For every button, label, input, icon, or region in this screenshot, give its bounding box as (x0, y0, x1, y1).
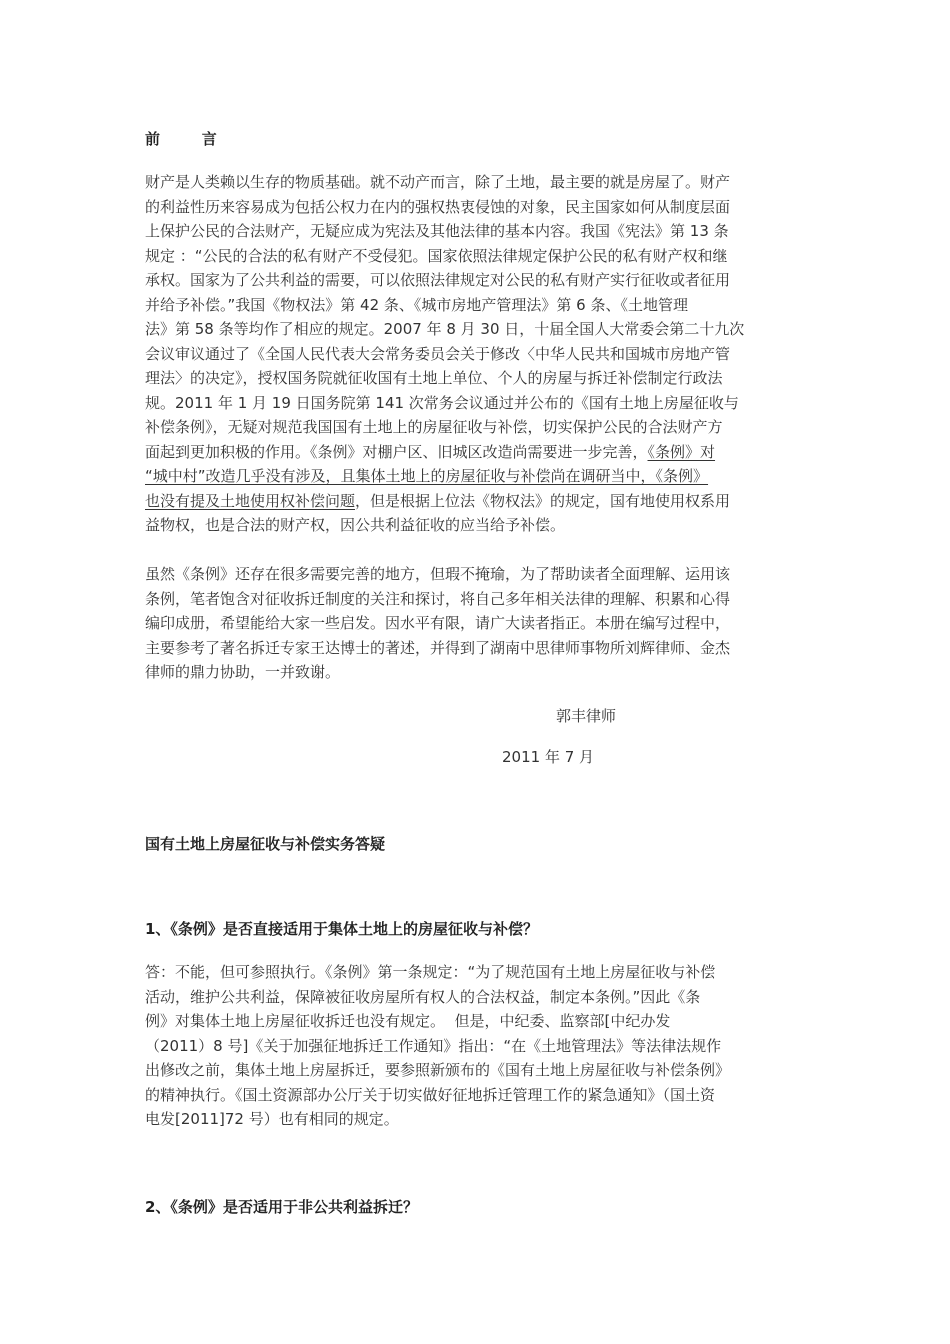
text-line: 上保护公民的合法财产，无疑应成为宪法及其他法律的基本内容。我国《宪法》第 13 条 (145, 222, 729, 240)
text-line: 答：不能，但可参照执行。《条例》第一条规定：“为了规范国有土地上房屋征收与补偿 (145, 963, 716, 981)
text-line: 法》第 58 条等均作了相应的规定。2007 年 8 月 30 日，十届全国人大常委会第二十九次 (145, 320, 745, 338)
text-line: 活动，维护公共利益，保障被征收房屋所有权人的合法权益，制定本条例。”因此《条 (145, 987, 701, 1006)
underlined-text: 《条例》对 (647, 442, 716, 461)
answer-1 (145, 960, 805, 1132)
text-line: 益物权，也是合法的财产权，因公共利益征收的应当给予补偿。 (145, 516, 566, 534)
text-line: 的利益性历来容易成为包括公权力在内的强权热衷侵蚀的对象，民主国家如何从制度层面 (145, 197, 731, 216)
preface-paragraph-2 (145, 562, 805, 685)
text-line: 规。2011 年 1 月 19 日国务院第 141 次常务会议通过并公布的《国有土地上房屋征收与 (145, 393, 739, 412)
preface-paragraph-1 (145, 170, 805, 538)
text-line: 编印成册，希望能给大家一些启发。因水平有限，请广大读者指正。本册在编写过程中， (145, 614, 731, 632)
text-line: 并给予补偿。”我国《物权法》第 42 条、《城市房地产管理法》第 6 条、《土地管理 (145, 295, 688, 314)
text-line: 会议审议通过了《全国人民代表大会常务委员会关于修改〈中华人民共和国城市房地产管 (145, 344, 731, 363)
text-line: 的精神执行。《国土资源部办公厅关于切实做好征地拆迁管理工作的紧急通知》（国土资 (145, 1085, 716, 1104)
text-line: 承权。国家为了公共利益的需要，可以依照法律规定对公民的私有财产实行征收或者征用 (145, 271, 731, 289)
text-line: 出修改之前，集体土地上房屋拆迁，要参照新颁布的《国有土地上房屋征收与补偿条例》 (145, 1061, 731, 1079)
text-line: 条例，笔者饱含对征收拆迁制度的关注和探讨，将自己多年相关法律的理解、积累和心得 (145, 589, 731, 608)
text-line (145, 464, 805, 489)
text-line: 补偿条例》，无疑对规范我国国有土地上的房屋征收与补偿，切实保护公民的合法财产方 (145, 418, 723, 436)
author-signature: 郭丰律师 (556, 707, 617, 725)
preface-date: 2011 年 7 月 (502, 748, 595, 766)
text-line: 电发[2011]72 号）也有相同的规定。 (145, 1110, 399, 1128)
text-line: 例》对集体土地上房屋征收拆迁也没有规定。 但是，中纪委、监察部[中纪办发 (145, 1012, 671, 1030)
text-line: 规定 ：“公民的合法的私有财产不受侵犯。国家依照法律规定保护公民的私有财产权和继 (145, 246, 728, 265)
underlined-text: 也没有提及土地使用权补偿问题 (145, 491, 356, 510)
question-1: 1、《条例》是否直接适用于集体土地上的房屋征收与补偿？ (145, 920, 538, 938)
text-line: 也没有提及土地使用权补偿问题，但是根据上位法《物权法》的规定，国有地使用权系用 (145, 491, 731, 510)
question-2: 2、《条例》是否适用于非公共利益拆迁？ (145, 1198, 418, 1216)
text-line: 主要参考了著名拆迁专家王达博士的著述，并得到了湖南中思律师事物所刘辉律师、金杰 (145, 638, 731, 657)
text-line: 虽然《条例》还存在很多需要完善的地方，但瑕不掩瑜，为了帮助读者全面理解、运用该 (145, 565, 731, 583)
preface-heading: 前 言 (145, 130, 217, 148)
text-line: （2011）8 号]《关于加强征地拆迁工作通知》指出：“在《土地管理法》等法律法规作 (145, 1036, 722, 1055)
text-line: 理法〉的决定》，授权国务院就征收国有土地上单位、个人的房屋与拆迁补偿制定行政法 (145, 369, 723, 387)
text-line: 律师的鼎力协助，一并致谢。 (145, 663, 341, 681)
underlined-text: “城中村”改造几乎没有涉及，且集体土地上的房屋征收与补偿尚在调研当中，《条例》 (145, 467, 709, 485)
section-title: 国有土地上房屋征收与补偿实务答疑 (145, 835, 386, 853)
text-line: 财产是人类赖以生存的物质基础。就不动产而言，除了土地，最主要的就是房屋了。财产 (145, 173, 731, 191)
text-line: 面起到更加积极的作用。《条例》对棚户区、旧城区改造尚需要进一步完善，《条例》对 (145, 442, 716, 461)
